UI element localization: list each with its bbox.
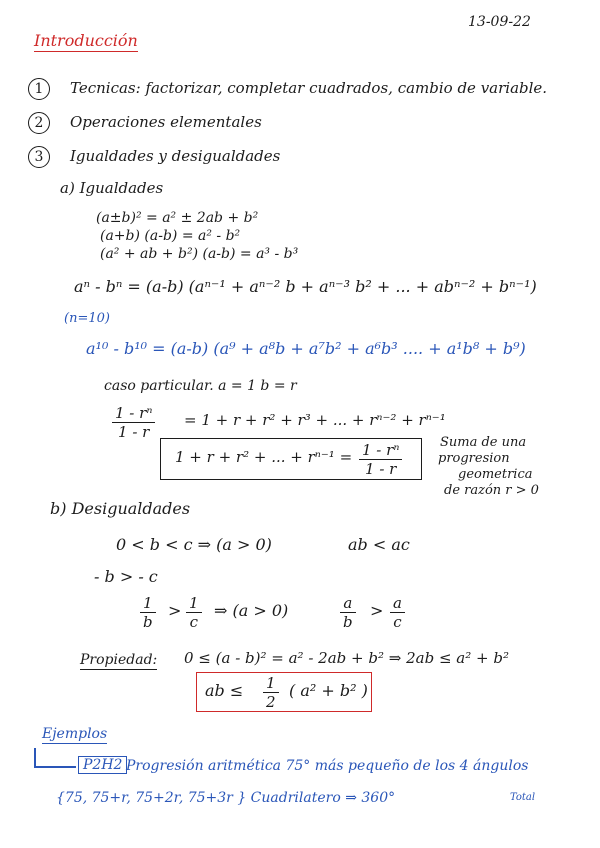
result-half-numerator: 1 <box>263 674 279 693</box>
ratio-a-c <box>390 594 405 631</box>
reciprocal-b-numerator: 1 <box>140 594 156 613</box>
examples-bracket-horizontal <box>34 766 76 768</box>
ratio-fraction-numerator: 1 - rⁿ <box>112 404 155 423</box>
box-fraction-denominator: 1 - r <box>365 460 397 478</box>
item-3-text: Igualdades y desigualdades <box>70 147 281 165</box>
reciprocal-c <box>186 594 202 631</box>
property-label: Propiedad: <box>80 652 157 670</box>
ratio-a-b <box>340 594 356 631</box>
n-note: (n=10) <box>64 311 110 326</box>
side-note-line-3: geometrica <box>458 467 533 482</box>
item-number-1: 1 <box>28 78 50 100</box>
ratio-a-b-numerator: a <box>340 594 356 613</box>
side-note-line-1: Suma de una <box>440 435 527 450</box>
general-formula: aⁿ - bⁿ = (a-b) (aⁿ⁻¹ + aⁿ⁻² b + aⁿ⁻³ b² + ... + abⁿ⁻² + bⁿ⁻¹) <box>74 277 537 296</box>
item-1-text: Tecnicas: factorizar, completar cuadrados, cambio de variable. <box>70 79 548 97</box>
result-half-denominator: 2 <box>266 693 276 711</box>
example-line-2: {75, 75+r, 75+2r, 75+3r } Cuadrilatero ⇒ 360° <box>56 790 396 806</box>
reciprocal-b <box>140 594 156 631</box>
inequality-negate: - b > - c <box>94 567 158 586</box>
ratio-a-c-numerator: a <box>390 594 405 613</box>
reciprocal-c-denominator: c <box>189 613 198 631</box>
property-derivation: 0 ≤ (a - b)² = a² - 2ab + b² ⇒ 2ab ≤ a² + b² <box>184 649 509 667</box>
ratio-a-b-denominator: b <box>343 613 353 631</box>
section-a-heading: a) Igualdades <box>60 179 164 197</box>
inequality-result: ab < ac <box>348 535 410 554</box>
examples-bracket-vertical <box>34 748 36 766</box>
box-fraction-numerator: 1 - rⁿ <box>359 441 402 460</box>
geometric-series: = 1 + r + r² + r³ + ... + rⁿ⁻² + rⁿ⁻¹ <box>184 411 446 429</box>
example-total: Total <box>510 792 536 803</box>
example-n10: a¹⁰ - b¹⁰ = (a-b) (a⁹ + a⁸b + a⁷b² + a⁶b³ .... + a¹b⁸ + b⁹) <box>86 339 526 358</box>
example-line-1: Progresión aritmética 75° más pequeño de los 4 ángulos <box>126 758 529 774</box>
side-note-line-2: progresion <box>438 451 510 466</box>
ratio-fraction-denominator: 1 - r <box>118 423 150 441</box>
section-b-heading: b) Desigualdades <box>50 499 191 518</box>
reciprocal-c-numerator: 1 <box>186 594 202 613</box>
examples-heading: Ejemplos <box>42 726 107 744</box>
ratio-gt: > <box>370 601 384 620</box>
date: 13-09-22 <box>468 14 531 30</box>
identity-difference-squares: (a+b) (a-b) = a² - b² <box>100 228 241 244</box>
side-note-line-4: de razón r > 0 <box>444 483 539 498</box>
reciprocal-gt: > <box>168 601 182 620</box>
ratio-a-c-denominator: c <box>393 613 402 631</box>
reciprocal-condition: ⇒ (a > 0) <box>214 601 289 620</box>
particular-case: caso particular. a = 1 b = r <box>104 378 297 394</box>
page-title: Introducción <box>34 32 138 52</box>
geometric-sum-box <box>160 438 422 480</box>
reciprocal-b-denominator: b <box>143 613 153 631</box>
inequality-multiply: 0 < b < c ⇒ (a > 0) <box>116 535 272 554</box>
result-right: ( a² + b² ) <box>289 681 368 700</box>
problem-tag: P2H2 <box>78 756 127 774</box>
result-half <box>263 674 279 711</box>
item-number-2: 2 <box>28 112 50 134</box>
ratio-fraction <box>112 404 155 441</box>
result-box <box>196 672 372 712</box>
identity-square: (a±b)² = a² ± 2ab + b² <box>96 210 259 226</box>
item-number-3: 3 <box>28 146 50 168</box>
item-2-text: Operaciones elementales <box>70 113 262 131</box>
box-fraction <box>359 441 402 478</box>
identity-difference-cubes: (a² + ab + b²) (a-b) = a³ - b³ <box>100 246 299 262</box>
box-series: 1 + r + r² + ... + rⁿ⁻¹ = <box>175 448 353 466</box>
result-left: ab ≤ <box>205 681 244 700</box>
